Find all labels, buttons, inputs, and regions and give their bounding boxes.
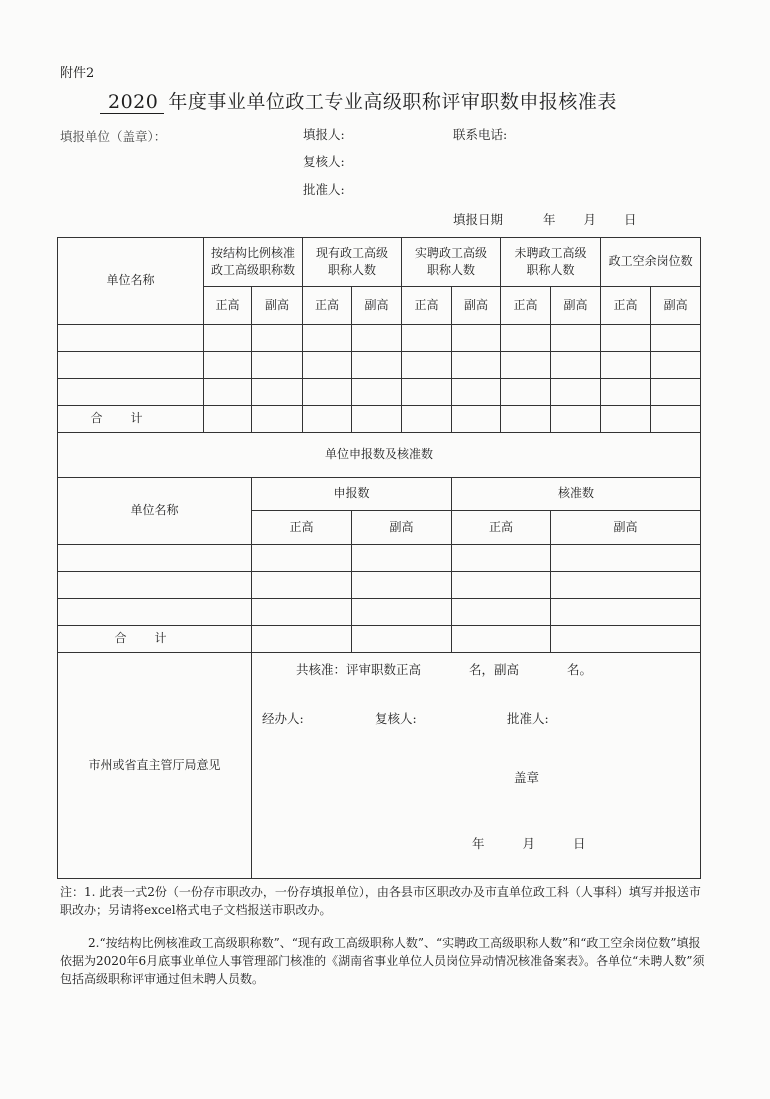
title-year: 2020: [100, 91, 164, 114]
table-cell[interactable]: [452, 325, 501, 352]
table-row: [58, 545, 701, 572]
table-cell[interactable]: [452, 545, 551, 572]
col-employed: 实聘政工高级职称人数: [402, 238, 501, 287]
table-cell[interactable]: [352, 545, 452, 572]
table-cell[interactable]: [651, 325, 701, 352]
table-cell[interactable]: [551, 545, 701, 572]
table-cell[interactable]: [303, 325, 352, 352]
table-row: [58, 325, 701, 352]
table-cell[interactable]: [402, 325, 452, 352]
table-cell[interactable]: [402, 352, 452, 379]
opinion-label: 市州或省直主管厅局意见: [58, 653, 252, 879]
table-cell[interactable]: [551, 379, 601, 406]
table-cell[interactable]: [204, 379, 252, 406]
table-cell[interactable]: [58, 599, 252, 626]
sub-zheng: 正高: [303, 287, 352, 325]
table-cell[interactable]: [651, 406, 701, 433]
total-label: 合计: [58, 406, 204, 433]
col-vacancies: 政工空余岗位数: [601, 238, 701, 287]
sub-fu: 副高: [551, 511, 701, 545]
sub-zheng: 正高: [204, 287, 252, 325]
table-cell[interactable]: [252, 352, 303, 379]
approved-prefix: 共核准：评审职数正高: [296, 662, 422, 677]
table-cell[interactable]: [601, 406, 651, 433]
approver-label: 批准人:: [303, 182, 345, 197]
table-cell[interactable]: [58, 572, 252, 599]
note-2: 2.“按结构比例核准政工高级职称数”、“现有政工高级职称人数”、“实聘政工高级职称人数”和“政工空余岗位数”填报依据为2020年6月底事业单位人事管理部门核准的《湖南省事业单位人员岗位异动情况核准备案表》。各单位“未聘人数”须包括高级职称评审通过但未聘人员数。: [60, 936, 705, 986]
opinion-box[interactable]: [252, 653, 701, 879]
date-day: 日: [624, 212, 637, 227]
col-unit-name: 单位名称: [58, 238, 204, 325]
table-row: [58, 572, 701, 599]
table-cell[interactable]: [252, 325, 303, 352]
handler-label: 经办人:: [262, 711, 304, 726]
page-title: [100, 87, 617, 114]
table-cell[interactable]: [452, 406, 501, 433]
table-cell[interactable]: [551, 352, 601, 379]
table-cell[interactable]: [303, 379, 352, 406]
table-row: [58, 379, 701, 406]
table-cell[interactable]: [452, 572, 551, 599]
checker-label: 复核人:: [303, 154, 345, 169]
table-cell[interactable]: [58, 325, 204, 352]
opinion-checker-label: 复核人:: [375, 711, 417, 726]
section-banner: 单位申报数及核准数: [58, 433, 701, 478]
table-cell[interactable]: [204, 325, 252, 352]
table-cell[interactable]: [252, 599, 352, 626]
table-row: [58, 599, 701, 626]
col-unemployed: 未聘政工高级职称人数: [501, 238, 601, 287]
opinion-year: 年: [472, 836, 485, 851]
table-cell[interactable]: [352, 352, 402, 379]
table-cell[interactable]: [452, 599, 551, 626]
sub-fu: 副高: [452, 287, 501, 325]
table-cell[interactable]: [204, 352, 252, 379]
table-cell[interactable]: [402, 406, 452, 433]
table-cell[interactable]: [252, 379, 303, 406]
table-cell[interactable]: [501, 325, 551, 352]
table-cell[interactable]: [551, 406, 601, 433]
sub-zheng: 正高: [501, 287, 551, 325]
opinion-month: 月: [522, 836, 536, 851]
sub-zheng: 正高: [601, 287, 651, 325]
table-cell[interactable]: [601, 352, 651, 379]
table-cell[interactable]: [402, 379, 452, 406]
table-cell[interactable]: [501, 352, 551, 379]
table-cell[interactable]: [352, 626, 452, 653]
table-cell[interactable]: [58, 545, 252, 572]
col-unit-name-2: 单位名称: [58, 478, 252, 545]
fill-date: [453, 210, 637, 228]
table-cell[interactable]: [651, 379, 701, 406]
note-1: 注：1. 此表一式2份（一份存市职改办，一份存填报单位），由各县市区职改办及市直单位政工科（人事科）填写并报送市职改办；另请将excel格式电子文档报送市职改办。: [60, 885, 701, 917]
sub-fu: 副高: [352, 511, 452, 545]
table-cell[interactable]: [352, 379, 402, 406]
approved-total-line: [296, 661, 592, 679]
table-cell[interactable]: [551, 325, 601, 352]
table-cell[interactable]: [651, 352, 701, 379]
table-cell[interactable]: [551, 626, 701, 653]
date-label: 填报日期: [453, 212, 504, 227]
table-cell[interactable]: [58, 352, 204, 379]
col-existing: 现有政工高级职称人数: [303, 238, 402, 287]
table-cell[interactable]: [252, 545, 352, 572]
table-cell[interactable]: [352, 406, 402, 433]
table-cell[interactable]: [452, 379, 501, 406]
table-cell[interactable]: [252, 406, 303, 433]
date-year: 年: [543, 212, 556, 227]
approved-suffix: 名。: [567, 662, 593, 677]
table-cell[interactable]: [352, 325, 402, 352]
table-row-total: [58, 406, 701, 433]
table-cell[interactable]: [551, 572, 701, 599]
table-cell[interactable]: [501, 406, 551, 433]
table-cell[interactable]: [303, 406, 352, 433]
phone-label: 联系电话:: [453, 127, 508, 142]
fill-unit-label: 填报单位（盖章）：: [60, 129, 167, 144]
opinion-day: 日: [573, 836, 586, 851]
sub-fu: 副高: [551, 287, 601, 325]
col-structure-ratio: 按结构比例核准政工高级职称数: [204, 238, 303, 287]
sub-zheng: 正高: [402, 287, 452, 325]
table-row: [58, 352, 701, 379]
table-cell[interactable]: [252, 572, 352, 599]
table-cell[interactable]: [252, 626, 352, 653]
sub-fu: 副高: [252, 287, 303, 325]
table-cell[interactable]: [58, 379, 204, 406]
seal-label: 盖章: [514, 770, 540, 785]
col-apply: 申报数: [252, 478, 452, 511]
opinion-approver-label: 批准人:: [507, 711, 549, 726]
opinion-date: [472, 835, 586, 853]
attachment-label: 附件2: [60, 66, 95, 81]
table-cell[interactable]: [551, 599, 701, 626]
approved-mid: 名，副高: [469, 662, 520, 677]
sub-fu: 副高: [651, 287, 701, 325]
table-cell[interactable]: [452, 352, 501, 379]
sub-zheng: 正高: [452, 511, 551, 545]
sub-zheng: 正高: [252, 511, 352, 545]
report-table: [57, 237, 701, 879]
title-text: 年度事业单位政工专业高级职称评审职数申报核准表: [168, 91, 617, 113]
sub-fu: 副高: [352, 287, 402, 325]
table-cell[interactable]: [303, 352, 352, 379]
table-cell[interactable]: [204, 406, 252, 433]
table-cell[interactable]: [352, 572, 452, 599]
table-cell[interactable]: [601, 379, 651, 406]
table-cell[interactable]: [352, 599, 452, 626]
table-cell[interactable]: [501, 379, 551, 406]
table-row-total: [58, 626, 701, 653]
col-approved: 核准数: [452, 478, 701, 511]
table-cell[interactable]: [452, 626, 551, 653]
filler-label: 填报人:: [303, 127, 345, 142]
date-month: 月: [583, 212, 597, 227]
total-label: 合计: [58, 626, 252, 653]
table-cell[interactable]: [601, 325, 651, 352]
